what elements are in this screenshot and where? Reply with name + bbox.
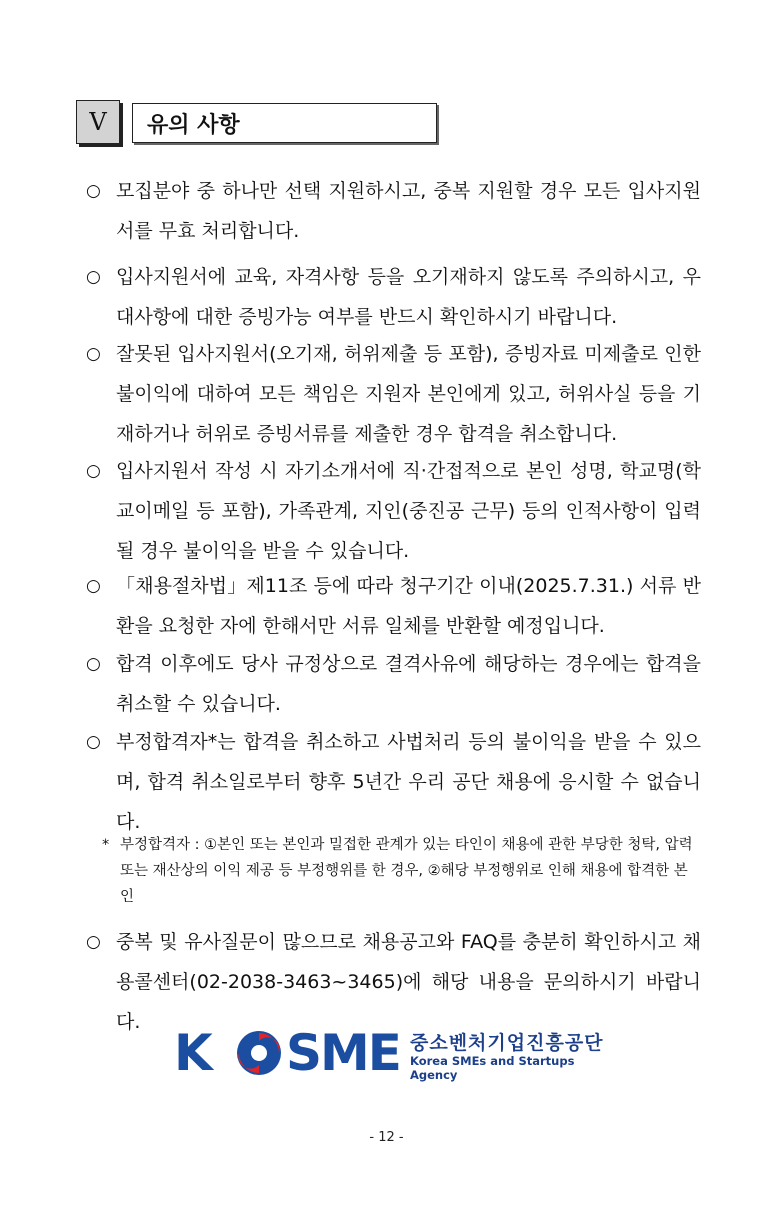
- bullet-circle: ○: [86, 576, 101, 596]
- logo-name-ko: 중소벤처기업진흥공단: [410, 1032, 604, 1054]
- logo-swirl-icon: [234, 1028, 284, 1078]
- notice-text: 「채용절차법」제11조 등에 따라 청구기간 이내(2025.7.31.) 서류 반환을 요청한 자에 한해서만 서류 일체를 반환할 예정입니다.: [116, 575, 701, 637]
- bullet-circle: ○: [86, 732, 101, 752]
- section-number: V: [76, 100, 120, 144]
- kosme-logo: [174, 1022, 604, 1082]
- bullet-circle: ○: [86, 932, 101, 952]
- logo-wordmark-sme: SME: [286, 1024, 400, 1082]
- bullet-circle: ○: [86, 344, 101, 364]
- notice-text: 입사지원서 작성 시 자기소개서에 직·간접적으로 본인 성명, 학교명(학교이메일 등 포함), 가족관계, 지인(중진공 근무) 등의 인적사항이 입력될 경우 불이익을 받을 수 있습니다.: [116, 460, 701, 562]
- footnote-mark: *: [102, 837, 110, 853]
- notice-text: 부정합격자*는 합격을 취소하고 사법처리 등의 불이익을 받을 수 있으며, 합격 취소일로부터 향후 5년간 우리 공단 채용에 응시할 수 없습니다.: [116, 731, 701, 833]
- notice-text: 모집분야 중 하나만 선택 지원하시고, 중복 지원할 경우 모든 입사지원서를 무효 처리합니다.: [116, 180, 701, 242]
- footnote-text: 부정합격자 : ①본인 또는 본인과 밀접한 관계가 있는 타인이 채용에 관한 부당한 청탁, 압력 또는 재산상의 이익 제공 등 부정행위를 한 경우, ②해당 부정행위로 인해 채용에 합격한 본인: [120, 837, 693, 905]
- page-number: - 12 -: [369, 1130, 404, 1145]
- notice-text: 입사지원서에 교육, 자격사항 등을 오기재하지 않도록 주의하시고, 우대사항에 대한 증빙가능 여부를 반드시 확인하시기 바랍니다.: [116, 266, 701, 328]
- section-title: [132, 103, 437, 143]
- bullet-circle: ○: [86, 181, 101, 201]
- notice-text: 합격 이후에도 당사 규정상으로 결격사유에 해당하는 경우에는 합격을 취소할 수 있습니다.: [116, 653, 701, 715]
- logo-wordmark-k: K: [174, 1024, 211, 1082]
- bullet-circle: ○: [86, 654, 101, 674]
- notice-text: 잘못된 입사지원서(오기재, 허위제출 등 포함), 증빙자료 미제출로 인한 불이익에 대하여 모든 책임은 지원자 본인에게 있고, 허위사실 등을 기재하거나 허위로 증빙서류를 제출한 경우 합격을 취소합니다.: [116, 343, 701, 445]
- logo-name-en: Korea SMEs and Startups Agency: [410, 1054, 575, 1082]
- bullet-circle: ○: [86, 267, 101, 287]
- notice-text: 중복 및 유사질문이 많으므로 채용공고와 FAQ를 충분히 확인하시고 채용콜센터(02-2038-3463~3465)에 해당 내용을 문의하시기 바랍니다.: [116, 931, 701, 1033]
- section-title-text: 유의 사항: [147, 112, 240, 138]
- bullet-circle: ○: [86, 461, 101, 481]
